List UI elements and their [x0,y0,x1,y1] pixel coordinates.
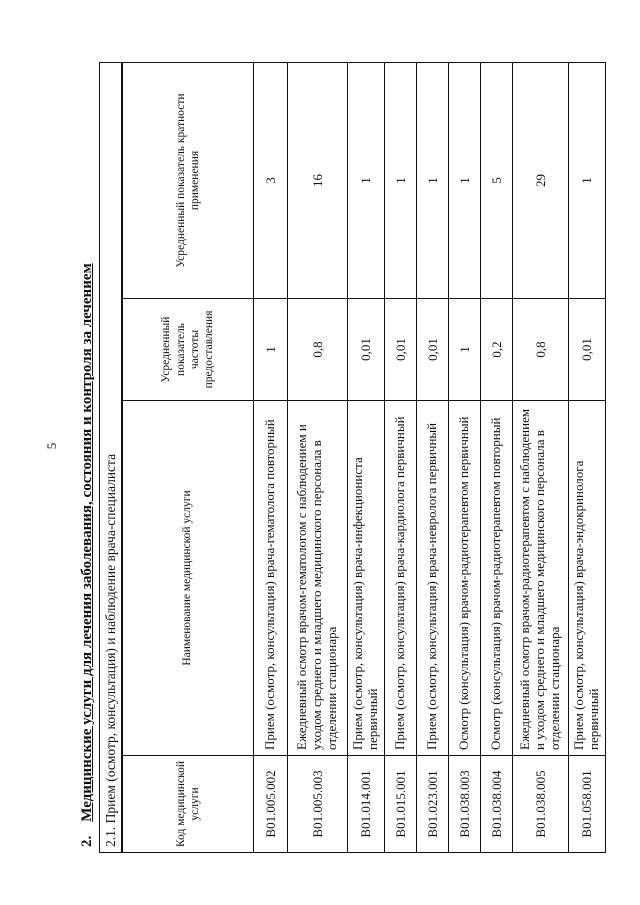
subsection-row [100,62,122,852]
frequency-value: 0,8 [288,299,348,401]
service-code: B01.005.002 [254,756,288,853]
frequency-value: 0,01 [385,299,417,401]
multiplicity-value: 16 [288,63,348,299]
services-table-body [122,62,606,853]
table-row [348,63,385,853]
frequency-value: 0,01 [569,299,606,401]
header-row [123,63,254,853]
section-heading [75,63,99,853]
service-code: B01.038.005 [513,756,569,853]
service-name: Прием (осмотр, консультация) врача-кардиолога первичный [385,401,417,756]
subsection-title: 2.1. Прием (осмотр, консультация) и наблюдение врача-специалиста [100,62,122,852]
header-multiplicity: Усредненный показатель кратности применения [123,63,254,299]
frequency-value: 1 [254,299,288,401]
page-number: 5 [44,442,59,450]
service-code: B01.038.003 [449,756,481,853]
service-name: Прием (осмотр, консультация) врача-невролога первичный [417,401,449,756]
multiplicity-value: 29 [513,63,569,299]
service-code: B01.014.001 [348,756,385,853]
service-code: B01.005.003 [288,756,348,853]
multiplicity-value: 5 [481,63,513,299]
service-code: B01.038.004 [481,756,513,853]
service-name: Прием (осмотр, консультация) врача-инфекциониста первичный [348,401,385,756]
multiplicity-value: 1 [449,63,481,299]
table-row [449,63,481,853]
service-name: Осмотр (консультация) врачом-радиотерапевтом первичный [449,401,481,756]
frequency-value: 1 [449,299,481,401]
multiplicity-value: 1 [569,63,606,299]
table-row [288,63,348,853]
service-name: Прием (осмотр, консультация) врача-эндокринолога первичный [569,401,606,756]
frequency-value: 0,01 [348,299,385,401]
header-code: Код медицинской услуги [123,756,254,853]
table-row [385,63,417,853]
document-content [75,63,615,853]
multiplicity-value: 1 [348,63,385,299]
table-row [569,63,606,853]
frequency-value: 0,8 [513,299,569,401]
section-title: Медицинские услуги для лечения заболевания, состояния и контроля за лечением [79,263,95,822]
header-frequency: Усредненный показатель частоты предоставления [123,299,254,401]
table-row [254,63,288,853]
header-name: Наименование медицинской услуги [123,401,254,756]
service-name: Ежедневный осмотр врачом-гематологом с наблюдением и уходом среднего и младшего медицинского персонала в отделении стационара [288,401,348,756]
frequency-value: 0,2 [481,299,513,401]
service-code: B01.058.001 [569,756,606,853]
multiplicity-value: 3 [254,63,288,299]
section-number: 2. [79,835,95,847]
multiplicity-value: 1 [385,63,417,299]
service-code: B01.023.001 [417,756,449,853]
table-row [513,63,569,853]
service-name: Ежедневный осмотр врачом-радиотерапевтом с наблюдением и уходом среднего и младшего медицинского персонала в отделении стационара [513,401,569,756]
table-row [417,63,449,853]
services-table [99,62,122,853]
service-name: Осмотр (консультация) врачом-радиотерапевтом повторный [481,401,513,756]
service-name: Прием (осмотр, консультация) врача-гематолога повторный [254,401,288,756]
frequency-value: 0,01 [417,299,449,401]
table-row [481,63,513,853]
service-code: B01.015.001 [385,756,417,853]
multiplicity-value: 1 [417,63,449,299]
